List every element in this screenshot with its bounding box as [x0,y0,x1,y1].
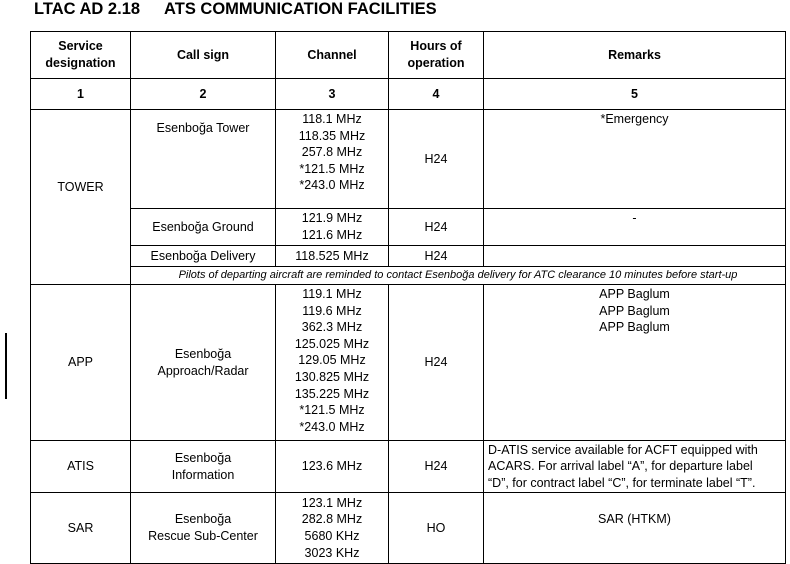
table-row-sar [31,493,786,564]
channel-value: *121.5 MHz [299,161,365,176]
remark-line: APP Baglum [599,303,670,318]
remark-line: “D”, for contract label “C”, for terminate label “T”. [488,475,756,490]
page-heading [34,0,437,19]
callsign-line: Rescue Sub-Center [148,529,258,543]
channel-value: 362.3 MHz [301,320,363,335]
channels-app [276,285,389,441]
channel-value: 118.1 MHz [302,112,362,126]
channel-value: *121.5 MHz [299,403,365,418]
channels-tower [276,110,389,209]
channel-atis: 123.6 MHz [276,441,389,493]
hours-atis: H24 [389,441,484,493]
hours-delivery: H24 [389,246,484,267]
channel-value: 121.9 MHz [301,211,363,226]
remarks-delivery [484,246,786,267]
callsign-line: Esenboğa [174,450,232,465]
table-row-ground [31,209,786,246]
column-number: 4 [389,79,484,110]
ats-communication-table [30,31,786,564]
channel-value: 129.05 MHz [298,353,366,368]
channel-delivery: 118.525 MHz [276,246,389,267]
table-row-tower-note [31,267,786,285]
tower-note: Pilots of departing aircraft are reminded to contact Esenboğa delivery for ATC clearance 10 minutes before start-up [131,267,786,285]
hours-sar: HO [389,493,484,564]
channel-value: 282.8 MHz [301,512,363,527]
column-number: 3 [276,79,389,110]
header-service: Service designation [31,32,131,79]
section-number: LTAC AD 2.18 [34,0,141,18]
callsign-line: Esenboğa [174,512,232,527]
change-bar [5,333,7,399]
channel-value: 130.825 MHz [294,369,370,384]
callsign-tower: Esenboğa Tower [131,110,276,209]
remark-line: D-ATIS service available for ACFT equipped with [488,442,758,457]
hours-app: H24 [389,285,484,441]
remark-line: APP Baglum [599,287,670,301]
channel-value: 125.025 MHz [294,336,370,351]
callsign-delivery: Esenboğa Delivery [131,246,276,267]
channel-value: *243.0 MHz [299,419,365,434]
header-channel: Channel [276,32,389,79]
table-row-app [31,285,786,441]
service-sar: SAR [31,493,131,564]
channel-value: 123.1 MHz [301,495,363,510]
column-number-row [31,79,786,110]
channel-value: 3023 KHz [304,545,360,560]
channel-value: 257.8 MHz [301,145,363,160]
callsign-app [131,285,276,441]
channels-ground [276,209,389,246]
service-app: APP [31,285,131,441]
table-row-atis [31,441,786,493]
column-number: 5 [484,79,786,110]
header-hours: Hours of operation [389,32,484,79]
table-row-delivery [31,246,786,267]
channel-value: 118.35 MHz [298,128,366,143]
remarks-ground: - [484,209,786,246]
section-title: ATS COMMUNICATION FACILITIES [164,0,437,18]
service-tower: TOWER [31,110,131,285]
column-number: 2 [131,79,276,110]
hours-tower: H24 [389,110,484,209]
remarks-tower: *Emergency [484,110,786,209]
channel-value: 119.6 MHz [302,303,362,318]
channel-value: 119.1 MHz [302,287,362,301]
callsign-atis [131,441,276,493]
column-number: 1 [31,79,131,110]
table-row-tower [31,110,786,209]
callsign-sar [131,493,276,564]
remarks-sar: SAR (HTKM) [484,493,786,564]
callsign-line: Information [171,467,235,482]
service-atis: ATIS [31,441,131,493]
channel-value: 121.6 MHz [301,228,363,242]
callsign-ground: Esenboğa Ground [131,209,276,246]
channel-value: *243.0 MHz [299,178,365,193]
channel-value: 135.225 MHz [294,386,370,401]
header-remarks: Remarks [484,32,786,79]
remark-line: ACARS. For arrival label “A”, for departure label [488,459,753,474]
header-callsign: Call sign [131,32,276,79]
callsign-line: Approach/Radar [157,363,249,378]
channels-sar [276,493,389,564]
remark-line: APP Baglum [599,320,670,335]
hours-ground: H24 [389,209,484,246]
channel-value: 5680 KHz [304,529,360,543]
callsign-line: Esenboğa [174,346,232,361]
header-row [31,32,786,79]
remarks-app [484,285,786,441]
remarks-atis [484,441,786,493]
